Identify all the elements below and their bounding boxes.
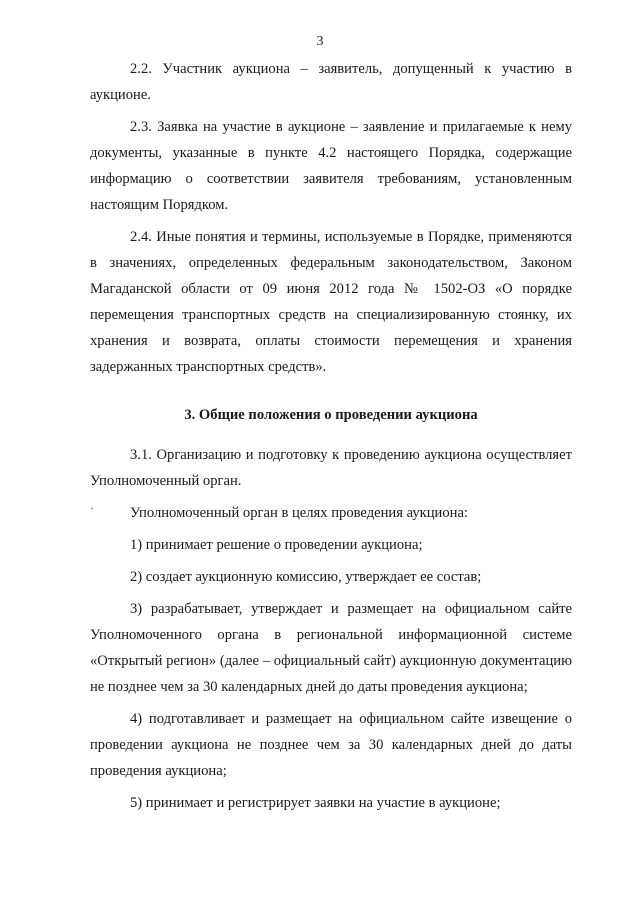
list-item-4: 4) подготавливает и размещает на официальном сайте извещение о проведении аукциона не позднее чем за 30 календарных дней до даты проведения аукциона; [90,711,572,779]
document-body [90,56,572,822]
list-item-3: 3) разрабатывает, утверждает и размещает на официальном сайте Уполномоченного органа в региональной информационной системе «Открытый регион» (далее – официальный сайт) аукционную документацию не позднее чем за 30 календарных дней до даты проведения аукциона; [90,601,572,695]
paragraph-authority-intro: Уполномоченный орган в целях проведения аукциона: [130,505,468,521]
paragraph-2-2: 2.2. Участник аукциона – заявитель, допущенный к участию в аукционе. [90,61,572,103]
list-item-2: 2) создает аукционную комиссию, утверждает ее состав; [130,569,482,585]
paragraph-2-3: 2.3. Заявка на участие в аукционе – заявление и прилагаемые к нему документы, указанные в пункте 4.2 настоящего Порядка, содержащие информацию о соответствии заявителя требованиям, установленным настоящим Порядком. [90,119,572,213]
paragraph-2-4: 2.4. Иные понятия и термины, используемые в Порядке, применяются в значениях, определенных федеральным законодательством, Законом Магаданской области от 09 июня 2012 года № 1502-ОЗ «О порядке перемещения транспортных средств на специализированную стоянку, их хранения и возврата, оплаты стоимости перемещения и хранения задержанных транспортных средств». [90,229,572,375]
section-heading: 3. Общие положения о проведении аукциона [184,407,478,423]
list-item-5: 5) принимает и регистрирует заявки на участие в аукционе; [130,795,501,811]
page-number: 3 [316,34,324,49]
list-item-1: 1) принимает решение о проведении аукциона; [130,537,423,553]
paragraph-3-1: 3.1. Организацию и подготовку к проведению аукциона осуществляет Уполномоченный орган. [90,447,572,489]
stray-mark: ` [90,505,94,519]
